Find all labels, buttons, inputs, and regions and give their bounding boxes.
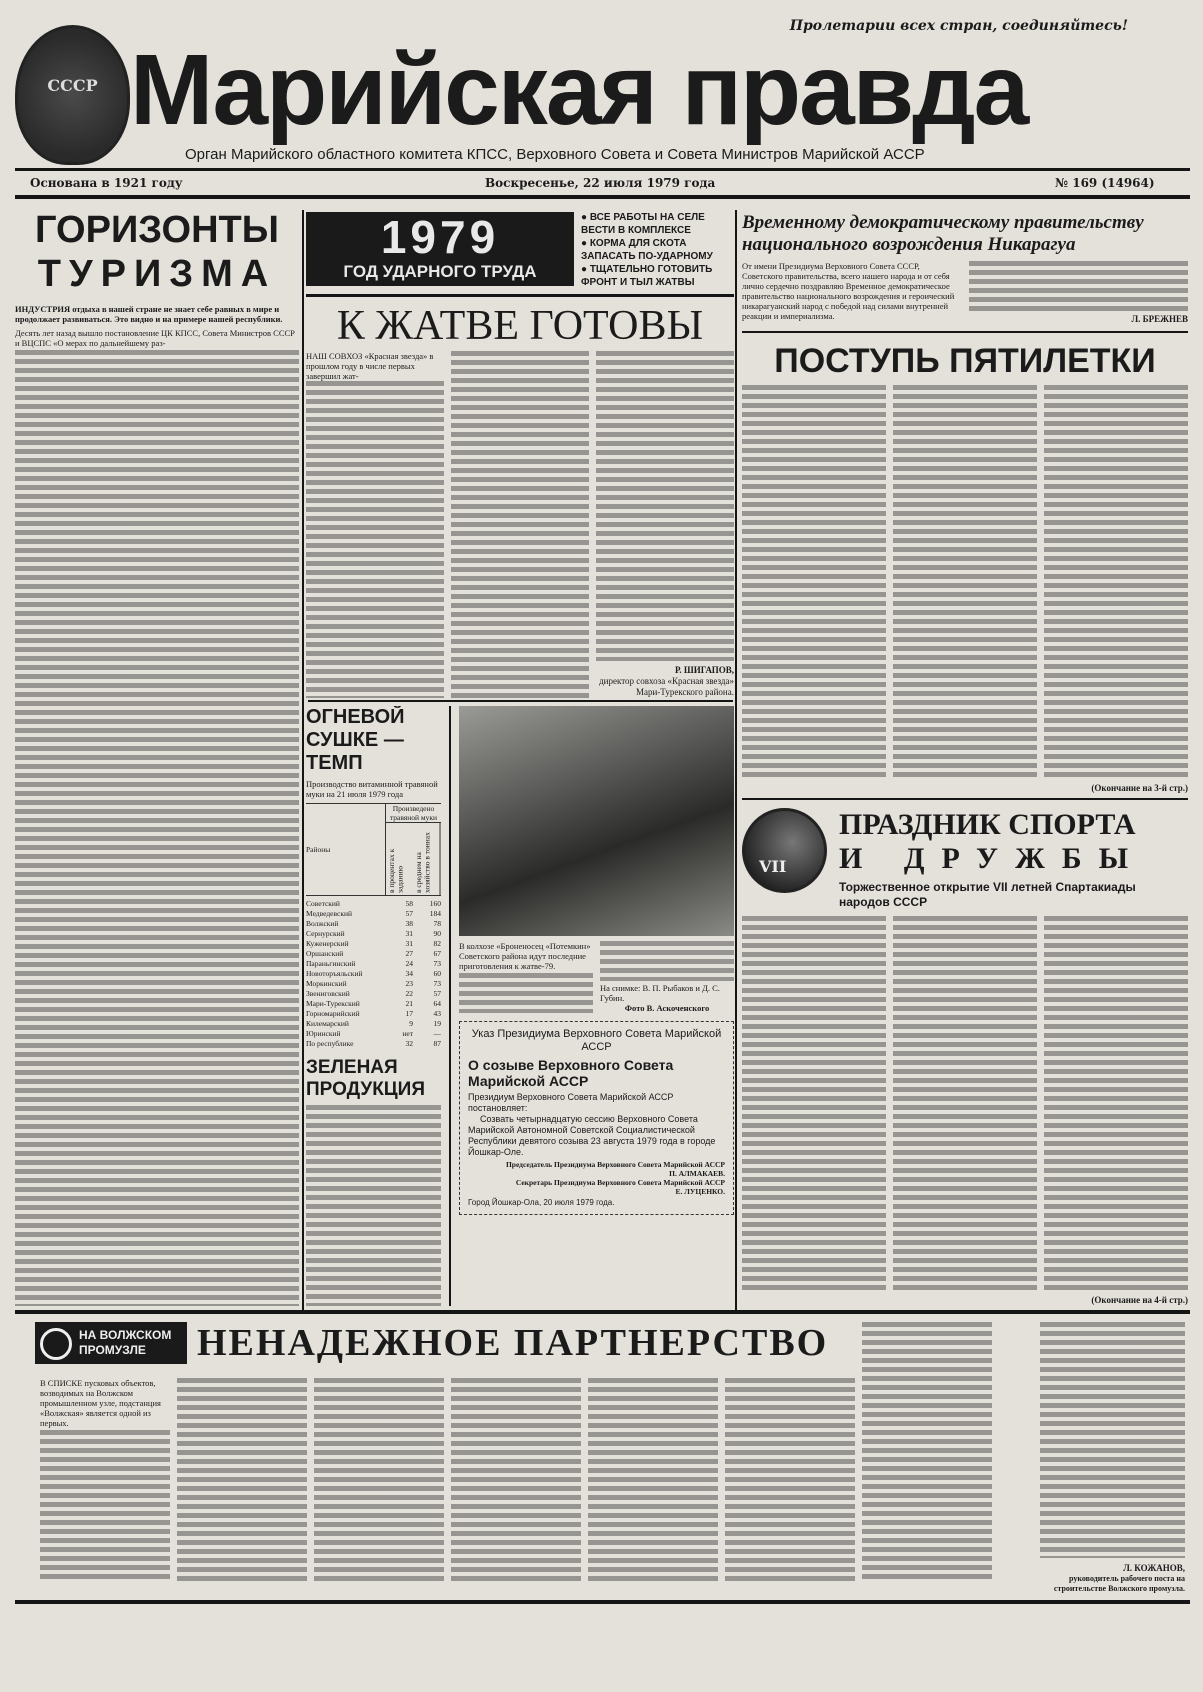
partnership-body — [1040, 1322, 1185, 1558]
partnership-body — [725, 1378, 855, 1583]
issue-date: Воскресенье, 22 июля 1979 года — [485, 176, 716, 190]
divider — [15, 1310, 1190, 1314]
table-cell: 24 — [405, 959, 413, 968]
spartakiad-emblem: VII — [742, 808, 827, 893]
table-cell: Параньгинский — [306, 959, 356, 968]
decree-box: Указ Президиума Верховного Совета Марийской АССР О созыве Верховного Совета Марийской АССР Президиум Верховного Совета Марийской АССР постановляет: Созвать четырнадцатую сессию Верховного Совета Марийской Автономной Советской Социалистической Республики девятого созыва 23 августа 1979 года в городе Йошкар-Оле. Председатель Президиума Верховного Совета Марийской АССР П. АЛМАКАЕВ. Секретарь Президиума Верховного Совета Марийской АССР Е. ЛУЦЕНКО. Город Йошкар-Ола, 20 июля 1979 года. — [459, 1021, 734, 1215]
harvest-body-col2 — [451, 351, 589, 698]
table-row — [306, 919, 441, 929]
table-cell: Звениговский — [306, 989, 350, 998]
divider — [15, 168, 1190, 171]
table-cell: 87 — [433, 1039, 441, 1048]
table-row — [306, 1039, 441, 1049]
table-cell: 43 — [433, 1009, 441, 1018]
right-column — [742, 212, 1188, 1306]
divider — [742, 798, 1188, 800]
table-row — [306, 1019, 441, 1029]
organ-line: Орган Марийского областного комитета КПСС, Верховного Совета и Совета Министров Марийской АССР — [185, 146, 925, 163]
table-cell: 23 — [405, 979, 413, 988]
table-cell: 82 — [433, 939, 441, 948]
table-cell: Мари-Турекский — [306, 999, 360, 1008]
table-header-districts: Районы — [306, 845, 331, 854]
table-cell: 58 — [405, 899, 413, 908]
table-row — [306, 999, 441, 1009]
table-cell: 34 — [405, 969, 413, 978]
table-row — [306, 899, 441, 909]
table-cell: 31 — [405, 939, 413, 948]
table-header — [306, 803, 441, 896]
table-cell: 22 — [405, 989, 413, 998]
photo-credit-people: На снимке: В. П. Рыбаков и Д. С. Губин. — [600, 983, 720, 1003]
partnership-body — [314, 1378, 444, 1583]
table-cell: 67 — [433, 949, 441, 958]
divider — [15, 1600, 1190, 1604]
year-of-shock-labor-banner: 1979 ГОД УДАРНОГО ТРУДА — [306, 212, 574, 286]
photo-caption-body — [600, 941, 734, 981]
issue-number: № 169 (14964) — [1055, 176, 1155, 190]
partnership-body — [451, 1378, 581, 1583]
sport-body-col3 — [1044, 916, 1188, 1292]
partnership-author: Л. КОЖАНОВ, руководитель рабочего поста на строительстве Волжского промузла. — [1053, 1563, 1185, 1593]
five-year-body-col3 — [1044, 385, 1188, 780]
drying-section — [306, 706, 441, 1306]
table-cell: Волжский — [306, 919, 339, 928]
table-cell: нет — [402, 1029, 413, 1038]
divider — [15, 195, 1190, 199]
table-cell: По республике — [306, 1039, 354, 1048]
nicaragua-headline: Временному демократическому правительству национального возрождения Никарагуа — [742, 212, 1144, 255]
tourism-article-body — [15, 350, 299, 1306]
tourism-article — [15, 208, 299, 1306]
table-row — [306, 979, 441, 989]
partnership-body — [862, 1322, 992, 1583]
table-row — [306, 949, 441, 959]
table-row — [306, 909, 441, 919]
five-year-body-col2 — [893, 385, 1037, 780]
continued-note: (Окончание на 3-й стр.) — [1091, 783, 1188, 793]
table-header-percent: в процентах к заданию — [387, 848, 405, 893]
partnership-lead: В СПИСКЕ пусковых объектов, возводимых на Волжском промышленном узле, подстанция «Волжская» является одной из первых. — [40, 1378, 161, 1428]
table-cell: 19 — [433, 1019, 441, 1028]
gear-icon — [40, 1328, 72, 1360]
slogan-list: ● ВСЕ РАБОТЫ НА СЕЛЕ ВЕСТИ В КОМПЛЕКСЕ ● КОРМА ДЛЯ СКОТА ЗАПАСАТЬ ПО-УДАРНОМУ ● ТЩАТЕЛЬНО ГОТОВИТЬ ФРОНТ И ТЫЛ ЖАТВЫ — [581, 212, 734, 290]
nicaragua-signature: Л. БРЕЖНЕВ — [1131, 314, 1188, 324]
tourism-paragraph: Десять лет назад вышло постановление ЦК КПСС, Совета Министров СССР и ВЦСПС «О мерах по дальнейшему раз- — [15, 328, 295, 348]
table-cell: Горномарийский — [306, 1009, 360, 1018]
order-emblem: СССР — [15, 25, 130, 165]
table-cell: Куженерский — [306, 939, 349, 948]
table-cell: 9 — [409, 1019, 413, 1028]
harvest-section — [306, 212, 734, 698]
column-divider — [302, 210, 304, 1310]
green-product-body — [306, 1105, 441, 1306]
table-cell: 17 — [405, 1009, 413, 1018]
table-cell: Юринский — [306, 1029, 341, 1038]
table-cell: 73 — [433, 979, 441, 988]
five-year-body-col1 — [742, 385, 886, 780]
table-row — [306, 1009, 441, 1019]
middle-lower — [306, 706, 734, 1306]
photo-credit: Фото В. Аскоченского — [624, 1003, 710, 1013]
table-cell: 21 — [405, 999, 413, 1008]
partnership-body — [177, 1378, 307, 1583]
table-cell: Медведевский — [306, 909, 352, 918]
nicaragua-text: От имени Президиума Верховного Совета СССР, Советского правительства, всего нашего народа и от себя лично сердечно поздравляю Временное демократическое правительство национального возрождения и героический никарагуанский народ с победой над силами внутренней реакции и империализма. — [742, 261, 955, 321]
founded: Основана в 1921 году — [30, 176, 183, 190]
table-cell: 31 — [405, 929, 413, 938]
rubric-box: НА ВОЛЖСКОМ ПРОМУЗЛЕ — [35, 1322, 187, 1364]
table-cell: Моркинский — [306, 979, 347, 988]
sport-body-col1 — [742, 916, 886, 1292]
column-divider — [735, 210, 737, 1310]
table-cell: Новоторъяльский — [306, 969, 363, 978]
nicaragua-text-col2 — [969, 261, 1189, 311]
table-cell: 27 — [405, 949, 413, 958]
harvest-body-col3 — [596, 351, 734, 661]
partnership-headline: НЕНАДЕЖНОЕ ПАРТНЕРСТВО — [197, 1322, 829, 1364]
table-cell: 160 — [429, 899, 441, 908]
drying-table — [306, 899, 441, 1049]
partnership-body — [588, 1378, 718, 1583]
five-year-headline: ПОСТУПЬ ПЯТИЛЕТКИ — [774, 342, 1156, 380]
divider — [306, 294, 734, 297]
partnership-body — [40, 1430, 170, 1583]
table-group-header: Произведено травяной муки — [386, 804, 441, 823]
table-cell: Оршанский — [306, 949, 344, 958]
sport-headline: ПРАЗДНИК СПОРТА И ДРУЖБЫ — [839, 808, 1146, 875]
table-cell: — — [433, 1029, 441, 1038]
table-row — [306, 939, 441, 949]
table-row — [306, 989, 441, 999]
table-cell: 90 — [433, 929, 441, 938]
table-header-average: в среднем на хозяйство в тоннах — [413, 823, 441, 895]
table-cell: 57 — [405, 909, 413, 918]
table-cell: 184 — [429, 909, 441, 918]
motto: Пролетарии всех стран, соединяйтесь! — [789, 18, 1128, 34]
tourism-headline: ГОРИЗОНТЫ ТУРИЗМА — [35, 209, 279, 295]
photo-caption: В колхозе «Броненосец «Потемкин» Советского района идут последние приготовления к жатве-79. — [459, 941, 591, 971]
table-cell: 32 — [405, 1039, 413, 1048]
divider — [742, 331, 1188, 333]
table-cell: 73 — [433, 959, 441, 968]
green-product-headline: ЗЕЛЕНАЯ ПРОДУКЦИЯ — [306, 1057, 425, 1100]
table-cell: 64 — [433, 999, 441, 1008]
harvest-photo — [459, 706, 734, 936]
table-row — [306, 929, 441, 939]
photo-caption-body — [459, 973, 593, 1013]
sport-subtitle: Торжественное открытие VII летней Спартакиады народов СССР — [839, 880, 1136, 909]
table-cell: Сернурский — [306, 929, 345, 938]
continued-note: (Окончание на 4-й стр.) — [1091, 1295, 1188, 1305]
newspaper-title: Марийская правда — [130, 34, 1028, 146]
table-cell: Килемарский — [306, 1019, 349, 1028]
harvest-headline: К ЖАТВЕ ГОТОВЫ — [336, 303, 704, 349]
tourism-lead: ИНДУСТРИЯ отдыха в нашей стране не знает себе равных в мире и продолжает развиваться. Это видно и на примере нашей республики. — [15, 304, 283, 324]
drying-subtitle: Производство витаминной травяной муки на 21 июля 1979 года — [306, 779, 438, 799]
divider — [308, 700, 733, 702]
drying-headline: ОГНЕВОЙ СУШКЕ — ТЕМП — [306, 706, 405, 774]
table-row — [306, 1029, 441, 1039]
harvest-body-col1 — [306, 381, 444, 698]
table-cell: 60 — [433, 969, 441, 978]
table-cell: Советский — [306, 899, 340, 908]
table-row — [306, 959, 441, 969]
harvest-lead: НАШ СОВХОЗ «Красная звезда» в прошлом году в числе первых завершил жат- — [306, 351, 434, 381]
table-cell: 57 — [433, 989, 441, 998]
table-cell: 38 — [405, 919, 413, 928]
harvest-author: Р. ШИГАПОВ, директор совхоза «Красная звезда» Мари-Турекского района. — [599, 665, 734, 697]
table-cell: 78 — [433, 919, 441, 928]
column-divider — [449, 706, 451, 1306]
table-row — [306, 969, 441, 979]
sport-body-col2 — [893, 916, 1037, 1292]
